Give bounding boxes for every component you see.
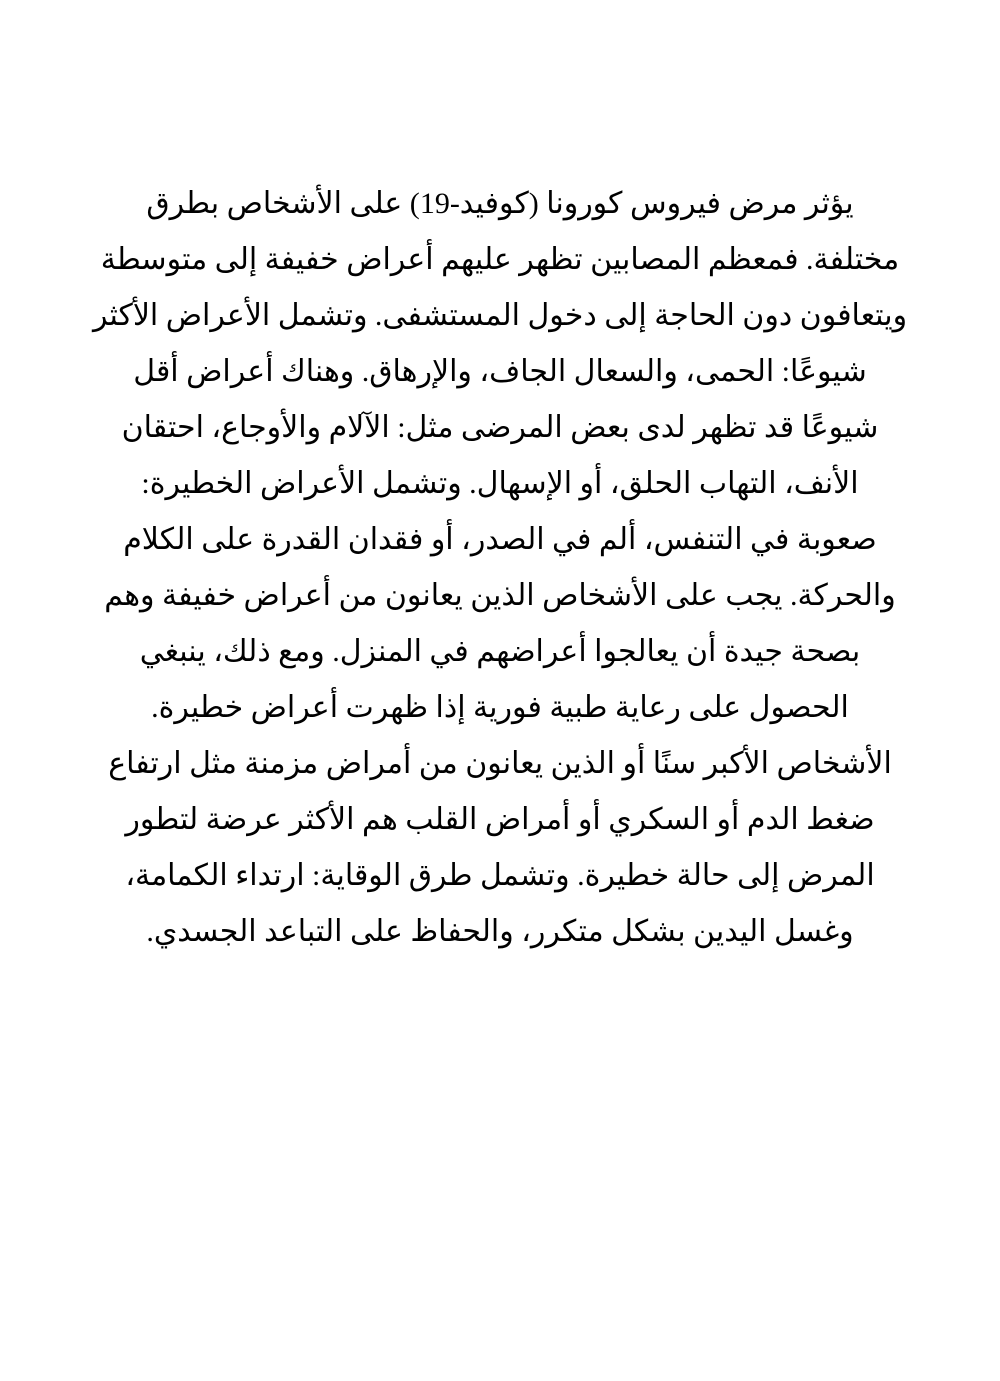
text-line: شيوعًا: الحمى، والسعال الجاف، والإرهاق. وهناك أعراض أقل (133, 355, 867, 388)
text-line: بصحة جيدة أن يعالجوا أعراضهم في المنزل. ومع ذلك، ينبغي (139, 635, 861, 668)
text-line: ضغط الدم أو السكري أو أمراض القلب هم الأكثر عرضة لتطور (125, 803, 875, 836)
text-line: وغسل اليدين بشكل متكرر، والحفاظ على التباعد الجسدي. (146, 915, 854, 948)
covid19-arabic-paragraph (88, 176, 912, 960)
text-line: ويتعافون دون الحاجة إلى دخول المستشفى. وتشمل الأعراض الأكثر (92, 299, 908, 332)
text-line: شيوعًا قد تظهر لدى بعض المرضى مثل: الآلام والأوجاع، احتقان (121, 411, 879, 444)
text-line: الأنف، التهاب الحلق، أو الإسهال. وتشمل الأعراض الخطيرة: (141, 467, 859, 500)
text-line: والحركة. يجب على الأشخاص الذين يعانون من أعراض خفيفة وهم (104, 579, 896, 612)
text-line: يؤثر مرض فيروس كورونا (كوفيد-19) على الأشخاص بطرق (146, 187, 854, 220)
text-line: الحصول على رعاية طبية فورية إذا ظهرت أعراض خطيرة. (151, 691, 849, 724)
text-line: الأشخاص الأكبر سنًا أو الذين يعانون من أمراض مزمنة مثل ارتفاع (108, 747, 892, 780)
text-line: مختلفة. فمعظم المصابين تظهر عليهم أعراض خفيفة إلى متوسطة (100, 243, 900, 276)
text-line: صعوبة في التنفس، ألم في الصدر، أو فقدان القدرة على الكلام (123, 523, 877, 556)
text-line: المرض إلى حالة خطيرة. وتشمل طرق الوقاية: ارتداء الكمامة، (125, 859, 875, 892)
